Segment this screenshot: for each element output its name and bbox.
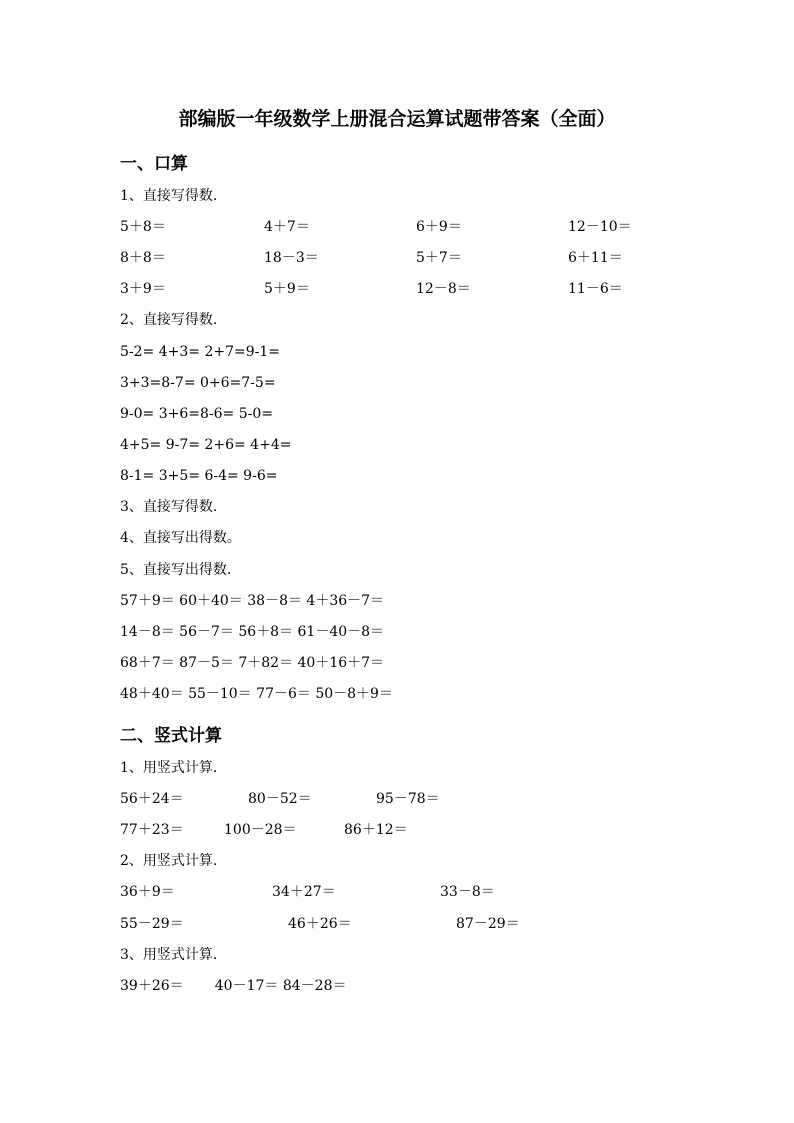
page-title: 部编版一年级数学上册混合运算试题带答案（全面） (178, 108, 616, 130)
question-label: 2、用竖式计算. (120, 853, 218, 869)
problem: 5＋8＝ (120, 219, 166, 235)
problem: 56＋24＝ (120, 791, 184, 807)
problem-line: 39＋26＝ 40－17＝ 84－28＝ (120, 978, 347, 994)
question-label: 5、直接写出得数. (120, 562, 232, 578)
problem-line: 68＋7＝ 87－5＝ 7＋82＝ 40＋16＋7＝ (120, 655, 385, 671)
problem: 11－6＝ (568, 281, 623, 297)
problem: 18－3＝ (264, 250, 319, 266)
question-label: 4、直接写出得数。 (120, 530, 241, 546)
problem: 33－8＝ (440, 884, 495, 900)
problem-line: 14－8＝ 56－7＝ 56＋8＝ 61－40－8＝ (120, 624, 385, 640)
question-label: 3、直接写得数. (120, 499, 218, 515)
problem: 95－78＝ (376, 791, 440, 807)
problem-line: 57＋9＝ 60＋40＝ 38－8＝ 4＋36－7＝ (120, 593, 385, 609)
problem: 8＋8＝ (120, 250, 166, 266)
problem: 6＋9＝ (416, 219, 462, 235)
problem: 5＋7＝ (416, 250, 462, 266)
problem-line: 48＋40＝ 55－10＝ 77－6＝ 50－8＋9＝ (120, 686, 393, 702)
section-heading-vertical-calc: 二、竖式计算 (120, 726, 222, 746)
problem-line: 8-1= 3+5= 6-4= 9-6= (120, 468, 278, 484)
problem: 87－29＝ (456, 916, 520, 932)
problem: 12－10＝ (568, 219, 632, 235)
problem: 5＋9＝ (264, 281, 310, 297)
question-label: 1、直接写得数. (120, 188, 218, 204)
problem-line: 4+5= 9-7= 2+6= 4+4= (120, 437, 292, 453)
problem: 34＋27＝ (272, 884, 336, 900)
question-label: 1、用竖式计算. (120, 760, 218, 776)
section-heading-oral-calc: 一、口算 (120, 154, 188, 174)
problem: 46＋26＝ (288, 916, 352, 932)
problem: 6＋11＝ (568, 250, 623, 266)
problem: 80－52＝ (248, 791, 312, 807)
problem-line: 3+3=8-7= 0+6=7-5= (120, 375, 276, 391)
problem: 4＋7＝ (264, 219, 310, 235)
problem: 100－28＝ (224, 822, 297, 838)
problem-line: 9-0= 3+6=8-6= 5-0= (120, 406, 274, 422)
problem: 77＋23＝ (120, 822, 184, 838)
problem: 12－8＝ (416, 281, 471, 297)
problem: 55－29＝ (120, 916, 184, 932)
problem-line: 5-2= 4+3= 2+7=9-1= (120, 344, 281, 360)
question-label: 3、用竖式计算. (120, 947, 218, 963)
problem: 86＋12＝ (344, 822, 408, 838)
problem: 36＋9＝ (120, 884, 175, 900)
question-label: 2、直接写得数. (120, 312, 218, 328)
problem: 3＋9＝ (120, 281, 166, 297)
